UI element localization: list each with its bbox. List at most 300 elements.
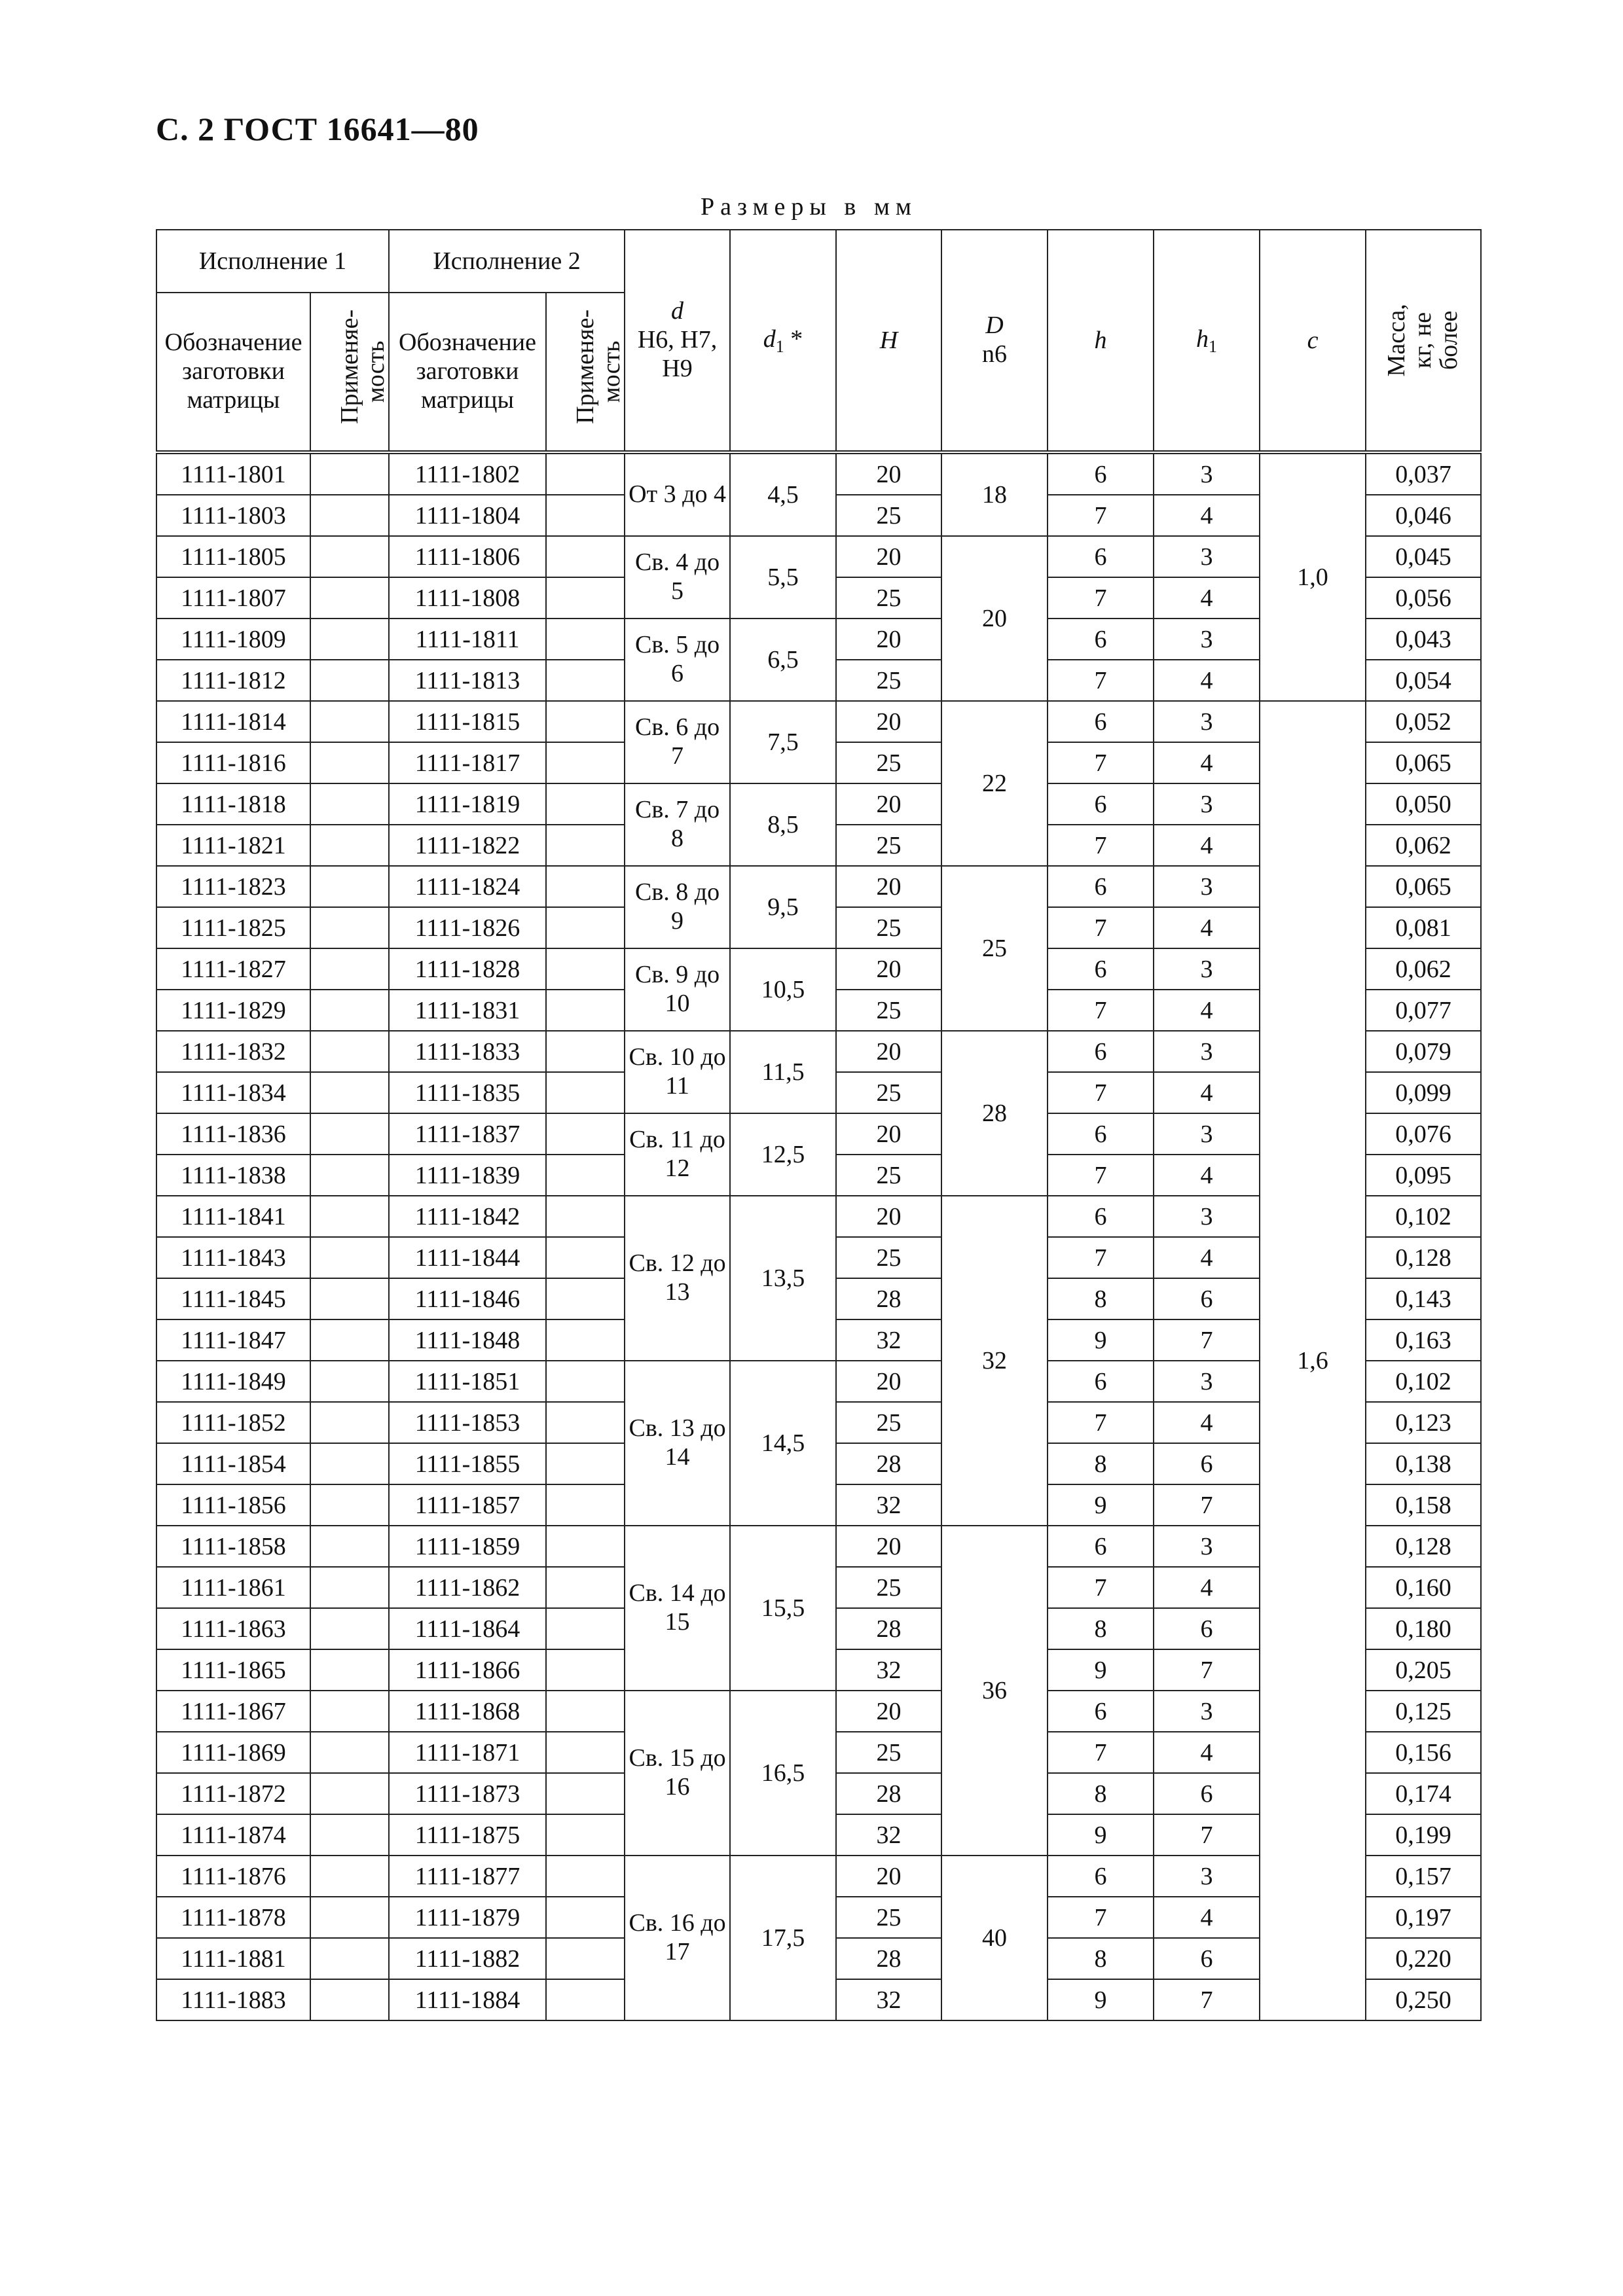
H-cell: 28	[836, 1278, 941, 1319]
mass-cell: 0,045	[1366, 536, 1481, 577]
d-range-cell: Св. 12 до 13	[625, 1196, 730, 1361]
designation-variant-2: 1111-1873	[389, 1773, 546, 1814]
applicability-cell	[310, 1113, 389, 1155]
H-cell: 25	[836, 742, 941, 783]
designation-variant-2: 1111-1857	[389, 1484, 546, 1526]
h1-cell: 6	[1154, 1773, 1260, 1814]
d-range-cell: Св. 11 до 12	[625, 1113, 730, 1196]
applicability-cell	[546, 1113, 625, 1155]
h1-cell: 4	[1154, 577, 1260, 619]
designation-variant-2: 1111-1855	[389, 1443, 546, 1484]
h-cell: 6	[1048, 1361, 1154, 1402]
D-tolerance: n6	[982, 340, 1008, 368]
h1-cell: 7	[1154, 1319, 1260, 1361]
h-cell: 7	[1048, 1072, 1154, 1113]
applicability-cell	[310, 907, 389, 948]
designation-variant-1: 1111-1865	[156, 1649, 310, 1691]
designation-variant-1: 1111-1829	[156, 990, 310, 1031]
h1-cell: 4	[1154, 825, 1260, 866]
d1-cell: 10,5	[730, 948, 836, 1031]
mass-cell: 0,081	[1366, 907, 1481, 948]
designation-variant-2: 1111-1859	[389, 1526, 546, 1567]
D-cell: 25	[941, 866, 1048, 1031]
H-cell: 25	[836, 990, 941, 1031]
mass-cell: 0,037	[1366, 452, 1481, 495]
h-cell: 7	[1048, 1897, 1154, 1938]
applicability-cell	[546, 1443, 625, 1484]
h-cell: 9	[1048, 1649, 1154, 1691]
d1-cell: 4,5	[730, 452, 836, 536]
designation-variant-1: 1111-1823	[156, 866, 310, 907]
applicability-cell	[310, 866, 389, 907]
h1-subscript: 1	[1209, 336, 1218, 356]
H-cell: 25	[836, 1155, 941, 1196]
applicability-cell	[546, 660, 625, 701]
H-cell: 25	[836, 1567, 941, 1608]
designation-variant-2: 1111-1833	[389, 1031, 546, 1072]
c-cell: 1,6	[1260, 701, 1366, 2020]
h-cell: 6	[1048, 1856, 1154, 1897]
designation-variant-2: 1111-1817	[389, 742, 546, 783]
designation-variant-1: 1111-1878	[156, 1897, 310, 1938]
h-cell: 6	[1048, 1691, 1154, 1732]
designation-variant-1: 1111-1847	[156, 1319, 310, 1361]
applicability-cell	[310, 536, 389, 577]
H-cell: 32	[836, 1979, 941, 2020]
H-cell: 25	[836, 577, 941, 619]
h-cell: 7	[1048, 1567, 1154, 1608]
applicability-cell	[310, 1979, 389, 2020]
h1-cell: 4	[1154, 1732, 1260, 1773]
designation-variant-2: 1111-1842	[389, 1196, 546, 1237]
designation-variant-2: 1111-1864	[389, 1608, 546, 1649]
applicability-cell	[546, 907, 625, 948]
D-cell: 32	[941, 1196, 1048, 1526]
designation-variant-2: 1111-1828	[389, 948, 546, 990]
applicability-cell	[546, 1979, 625, 2020]
h-cell: 8	[1048, 1938, 1154, 1979]
table-body	[156, 452, 1481, 2020]
D-cell: 40	[941, 1856, 1048, 2020]
d1-star: *	[784, 325, 803, 353]
h1-cell: 4	[1154, 1155, 1260, 1196]
h1-cell: 3	[1154, 1031, 1260, 1072]
designation-variant-1: 1111-1816	[156, 742, 310, 783]
designation-variant-1: 1111-1876	[156, 1856, 310, 1897]
designation-variant-2: 1111-1804	[389, 495, 546, 536]
col-header-c: c	[1260, 230, 1366, 452]
D-symbol: D	[985, 312, 1004, 340]
d-range-cell: Св. 16 до 17	[625, 1856, 730, 2020]
h1-cell: 6	[1154, 1608, 1260, 1649]
designation-variant-1: 1111-1874	[156, 1814, 310, 1856]
h-cell: 9	[1048, 1979, 1154, 2020]
applicability-cell	[310, 619, 389, 660]
h-cell: 7	[1048, 742, 1154, 783]
H-cell: 20	[836, 1361, 941, 1402]
designation-variant-1: 1111-1854	[156, 1443, 310, 1484]
mass-cell: 0,220	[1366, 1938, 1481, 1979]
d-symbol: d	[671, 297, 684, 325]
units-caption: Размеры в мм	[701, 193, 917, 221]
d1-cell: 8,5	[730, 783, 836, 866]
d-range-cell: Св. 13 до 14	[625, 1361, 730, 1526]
h1-symbol: h	[1196, 325, 1209, 353]
d1-cell: 17,5	[730, 1856, 836, 2020]
h-cell: 6	[1048, 701, 1154, 742]
h-cell: 7	[1048, 907, 1154, 948]
mass-cell: 0,160	[1366, 1567, 1481, 1608]
mass-cell: 0,062	[1366, 948, 1481, 990]
H-cell: 28	[836, 1443, 941, 1484]
col-header-designation-2: Обозначение заготовки матрицы	[389, 293, 546, 452]
applicability-cell	[546, 577, 625, 619]
designation-variant-1: 1111-1883	[156, 1979, 310, 2020]
H-cell: 20	[836, 866, 941, 907]
h1-cell: 3	[1154, 1361, 1260, 1402]
designation-variant-2: 1111-1819	[389, 783, 546, 825]
h-cell: 7	[1048, 577, 1154, 619]
applicability-cell	[546, 1278, 625, 1319]
designation-variant-1: 1111-1881	[156, 1938, 310, 1979]
d1-cell: 11,5	[730, 1031, 836, 1113]
designation-variant-2: 1111-1851	[389, 1361, 546, 1402]
d1-cell: 13,5	[730, 1196, 836, 1361]
h1-cell: 7	[1154, 1979, 1260, 2020]
mass-cell: 0,174	[1366, 1773, 1481, 1814]
designation-variant-1: 1111-1825	[156, 907, 310, 948]
applicability-cell	[546, 866, 625, 907]
h-cell: 7	[1048, 990, 1154, 1031]
designation-variant-2: 1111-1879	[389, 1897, 546, 1938]
applicability-label-1: Применяе-мость	[336, 309, 390, 424]
h1-cell: 6	[1154, 1443, 1260, 1484]
applicability-cell	[310, 1691, 389, 1732]
d-range-cell: От 3 до 4	[625, 452, 730, 536]
mass-cell: 0,180	[1366, 1608, 1481, 1649]
applicability-cell	[546, 1897, 625, 1938]
designation-variant-2: 1111-1846	[389, 1278, 546, 1319]
mass-label: Масса, кг, не более	[1383, 303, 1463, 377]
h1-cell: 4	[1154, 907, 1260, 948]
applicability-cell	[310, 742, 389, 783]
col-header-designation-1: Обозначение заготовки матрицы	[156, 293, 310, 452]
designation-variant-2: 1111-1808	[389, 577, 546, 619]
h-cell: 6	[1048, 783, 1154, 825]
table-row	[156, 701, 1481, 742]
h-cell: 9	[1048, 1319, 1154, 1361]
H-cell: 20	[836, 1856, 941, 1897]
h-cell: 8	[1048, 1773, 1154, 1814]
col-header-d1	[730, 230, 836, 452]
d-range-cell: Св. 7 до 8	[625, 783, 730, 866]
d-range-cell: Св. 15 до 16	[625, 1691, 730, 1856]
col-header-applicability-2	[546, 293, 625, 452]
applicability-cell	[310, 1237, 389, 1278]
applicability-cell	[310, 1196, 389, 1237]
designation-variant-2: 1111-1813	[389, 660, 546, 701]
H-cell: 20	[836, 1031, 941, 1072]
h1-cell: 3	[1154, 1691, 1260, 1732]
applicability-cell	[310, 1938, 389, 1979]
H-cell: 20	[836, 783, 941, 825]
mass-cell: 0,102	[1366, 1196, 1481, 1237]
applicability-cell	[546, 1031, 625, 1072]
designation-variant-2: 1111-1826	[389, 907, 546, 948]
designation-variant-2: 1111-1811	[389, 619, 546, 660]
H-cell: 20	[836, 1113, 941, 1155]
designation-variant-2: 1111-1802	[389, 452, 546, 495]
designation-variant-1: 1111-1801	[156, 452, 310, 495]
applicability-cell	[310, 1856, 389, 1897]
designation-variant-2: 1111-1862	[389, 1567, 546, 1608]
applicability-cell	[546, 1196, 625, 1237]
designation-variant-1: 1111-1867	[156, 1691, 310, 1732]
d-tolerance: Н6, Н7, Н9	[637, 326, 718, 382]
mass-cell: 0,128	[1366, 1237, 1481, 1278]
H-cell: 25	[836, 825, 941, 866]
applicability-cell	[310, 1031, 389, 1072]
designation-variant-1: 1111-1843	[156, 1237, 310, 1278]
applicability-cell	[310, 948, 389, 990]
designation-variant-1: 1111-1807	[156, 577, 310, 619]
h-cell: 8	[1048, 1443, 1154, 1484]
h1-cell: 4	[1154, 1402, 1260, 1443]
d1-cell: 6,5	[730, 619, 836, 701]
applicability-cell	[546, 1938, 625, 1979]
h1-cell: 3	[1154, 1113, 1260, 1155]
designation-variant-1: 1111-1821	[156, 825, 310, 866]
designation-variant-1: 1111-1841	[156, 1196, 310, 1237]
H-cell: 28	[836, 1773, 941, 1814]
designation-variant-1: 1111-1856	[156, 1484, 310, 1526]
designation-variant-2: 1111-1844	[389, 1237, 546, 1278]
H-cell: 28	[836, 1938, 941, 1979]
designation-variant-2: 1111-1877	[389, 1856, 546, 1897]
mass-cell: 0,076	[1366, 1113, 1481, 1155]
d-range-cell: Св. 8 до 9	[625, 866, 730, 948]
D-cell: 18	[941, 452, 1048, 536]
mass-cell: 0,158	[1366, 1484, 1481, 1526]
H-cell: 32	[836, 1649, 941, 1691]
mass-cell: 0,095	[1366, 1155, 1481, 1196]
h1-cell: 3	[1154, 1856, 1260, 1897]
H-cell: 20	[836, 948, 941, 990]
col-header-H: H	[836, 230, 941, 452]
mass-cell: 0,102	[1366, 1361, 1481, 1402]
applicability-cell	[546, 1361, 625, 1402]
applicability-cell	[546, 452, 625, 495]
d1-subscript: 1	[775, 336, 784, 356]
applicability-cell	[310, 1567, 389, 1608]
H-cell: 20	[836, 1196, 941, 1237]
h1-cell: 4	[1154, 1072, 1260, 1113]
H-cell: 20	[836, 701, 941, 742]
designation-variant-2: 1111-1837	[389, 1113, 546, 1155]
d1-cell: 12,5	[730, 1113, 836, 1196]
h1-cell: 3	[1154, 866, 1260, 907]
h1-cell: 3	[1154, 701, 1260, 742]
applicability-cell	[546, 783, 625, 825]
H-cell: 20	[836, 619, 941, 660]
H-cell: 25	[836, 907, 941, 948]
h-cell: 6	[1048, 536, 1154, 577]
applicability-cell	[310, 577, 389, 619]
applicability-cell	[546, 1237, 625, 1278]
h-cell: 8	[1048, 1278, 1154, 1319]
applicability-cell	[546, 1814, 625, 1856]
mass-cell: 0,046	[1366, 495, 1481, 536]
h1-cell: 3	[1154, 1526, 1260, 1567]
applicability-cell	[310, 1072, 389, 1113]
mass-cell: 0,099	[1366, 1072, 1481, 1113]
d1-cell: 14,5	[730, 1361, 836, 1526]
applicability-cell	[546, 1567, 625, 1608]
mass-cell: 0,043	[1366, 619, 1481, 660]
d-range-cell: Св. 5 до 6	[625, 619, 730, 701]
d1-cell: 7,5	[730, 701, 836, 783]
d-range-cell: Св. 6 до 7	[625, 701, 730, 783]
mass-cell: 0,054	[1366, 660, 1481, 701]
mass-cell: 0,065	[1366, 866, 1481, 907]
col-header-applicability-1	[310, 293, 389, 452]
applicability-cell	[546, 495, 625, 536]
applicability-cell	[310, 990, 389, 1031]
page-header: С. 2 ГОСТ 16641—80	[156, 111, 479, 147]
h1-cell: 7	[1154, 1649, 1260, 1691]
mass-cell: 0,056	[1366, 577, 1481, 619]
h1-cell: 3	[1154, 1196, 1260, 1237]
designation-variant-2: 1111-1848	[389, 1319, 546, 1361]
applicability-cell	[546, 1649, 625, 1691]
mass-cell: 0,079	[1366, 1031, 1481, 1072]
designation-variant-2: 1111-1822	[389, 825, 546, 866]
applicability-cell	[546, 1732, 625, 1773]
mass-cell: 0,077	[1366, 990, 1481, 1031]
applicability-cell	[310, 1773, 389, 1814]
mass-cell: 0,065	[1366, 742, 1481, 783]
d-range-cell: Св. 4 до 5	[625, 536, 730, 619]
applicability-cell	[310, 1443, 389, 1484]
H-cell: 25	[836, 660, 941, 701]
h1-cell: 4	[1154, 660, 1260, 701]
applicability-cell	[310, 1361, 389, 1402]
designation-variant-1: 1111-1827	[156, 948, 310, 990]
h1-cell: 3	[1154, 783, 1260, 825]
designation-variant-2: 1111-1831	[389, 990, 546, 1031]
applicability-cell	[310, 1319, 389, 1361]
applicability-cell	[310, 1897, 389, 1938]
d1-cell: 16,5	[730, 1691, 836, 1856]
mass-cell: 0,128	[1366, 1526, 1481, 1567]
designation-variant-1: 1111-1836	[156, 1113, 310, 1155]
h-cell: 6	[1048, 948, 1154, 990]
h-cell: 6	[1048, 1031, 1154, 1072]
designation-variant-2: 1111-1884	[389, 1979, 546, 2020]
applicability-cell	[310, 1278, 389, 1319]
applicability-cell	[546, 948, 625, 990]
h1-cell: 4	[1154, 1567, 1260, 1608]
designation-variant-2: 1111-1882	[389, 1938, 546, 1979]
designation-variant-2: 1111-1839	[389, 1155, 546, 1196]
H-cell: 32	[836, 1814, 941, 1856]
designation-variant-1: 1111-1845	[156, 1278, 310, 1319]
designation-variant-1: 1111-1869	[156, 1732, 310, 1773]
D-cell: 28	[941, 1031, 1048, 1196]
mass-cell: 0,156	[1366, 1732, 1481, 1773]
designation-variant-2: 1111-1806	[389, 536, 546, 577]
d1-cell: 9,5	[730, 866, 836, 948]
applicability-cell	[546, 1773, 625, 1814]
applicability-cell	[546, 1484, 625, 1526]
mass-cell: 0,050	[1366, 783, 1481, 825]
h1-cell: 4	[1154, 990, 1260, 1031]
h-cell: 9	[1048, 1814, 1154, 1856]
designation-variant-2: 1111-1824	[389, 866, 546, 907]
applicability-cell	[310, 1484, 389, 1526]
H-cell: 25	[836, 1072, 941, 1113]
d1-cell: 15,5	[730, 1526, 836, 1691]
applicability-cell	[546, 742, 625, 783]
applicability-cell	[310, 660, 389, 701]
D-cell: 20	[941, 536, 1048, 701]
applicability-label-2: Применяе-мость	[572, 309, 626, 424]
h-cell: 6	[1048, 866, 1154, 907]
designation-variant-2: 1111-1866	[389, 1649, 546, 1691]
mass-cell: 0,125	[1366, 1691, 1481, 1732]
h-cell: 7	[1048, 1402, 1154, 1443]
h-cell: 7	[1048, 825, 1154, 866]
h-cell: 9	[1048, 1484, 1154, 1526]
col-header-h1	[1154, 230, 1260, 452]
H-cell: 25	[836, 1897, 941, 1938]
applicability-cell	[546, 1155, 625, 1196]
mass-cell: 0,250	[1366, 1979, 1481, 2020]
D-cell: 36	[941, 1526, 1048, 1856]
c-cell: 1,0	[1260, 452, 1366, 701]
h1-cell: 3	[1154, 948, 1260, 990]
d1-cell: 5,5	[730, 536, 836, 619]
applicability-cell	[546, 1072, 625, 1113]
h1-cell: 3	[1154, 452, 1260, 495]
applicability-cell	[310, 1526, 389, 1567]
H-cell: 20	[836, 1526, 941, 1567]
designation-variant-1: 1111-1803	[156, 495, 310, 536]
h-cell: 7	[1048, 660, 1154, 701]
H-cell: 28	[836, 1608, 941, 1649]
h1-cell: 6	[1154, 1938, 1260, 1979]
mass-cell: 0,205	[1366, 1649, 1481, 1691]
designation-variant-1: 1111-1852	[156, 1402, 310, 1443]
mass-cell: 0,157	[1366, 1856, 1481, 1897]
h1-cell: 4	[1154, 742, 1260, 783]
mass-cell: 0,163	[1366, 1319, 1481, 1361]
d-range-cell: Св. 10 до 11	[625, 1031, 730, 1113]
applicability-cell	[310, 701, 389, 742]
designation-variant-2: 1111-1871	[389, 1732, 546, 1773]
designation-variant-1: 1111-1861	[156, 1567, 310, 1608]
mass-cell: 0,052	[1366, 701, 1481, 742]
applicability-cell	[310, 452, 389, 495]
h-cell: 7	[1048, 1155, 1154, 1196]
designation-variant-1: 1111-1834	[156, 1072, 310, 1113]
group-header-variant-1: Исполнение 1	[156, 230, 389, 293]
col-header-D	[941, 230, 1048, 452]
h1-cell: 6	[1154, 1278, 1260, 1319]
H-cell: 32	[836, 1484, 941, 1526]
applicability-cell	[310, 1649, 389, 1691]
applicability-cell	[546, 619, 625, 660]
